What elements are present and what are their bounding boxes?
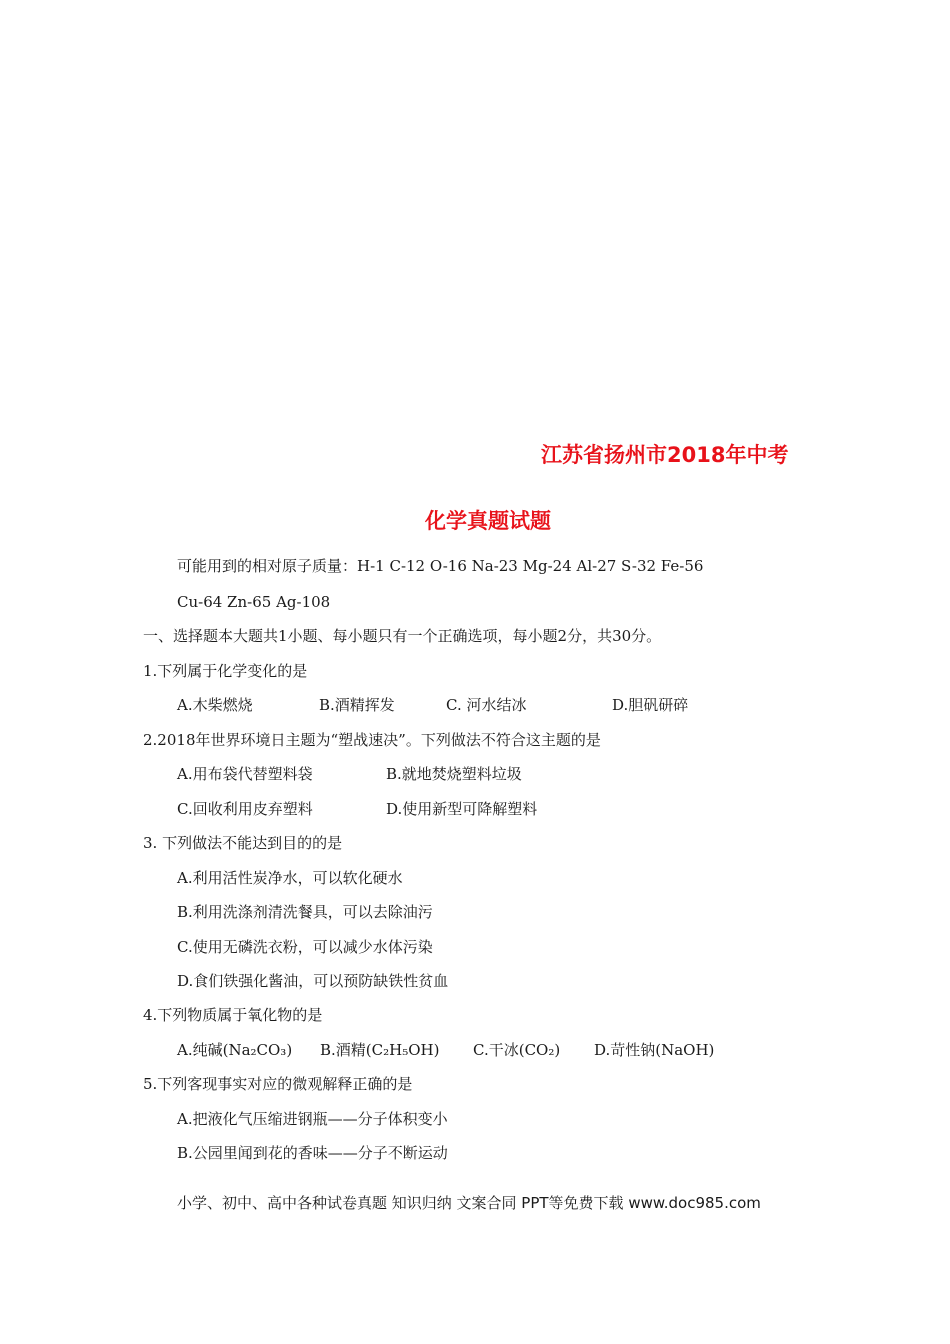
question-4-option-a: A.纯碱(Na₂CO₃) — [177, 1041, 293, 1059]
question-2-option-a: A.用布袋代替塑料袋 — [177, 765, 313, 783]
atomic-masses-line1: 可能用到的相对原子质量：H-1 C-12 O-16 Na-23 Mg-24 Al-27 S-32 Fe-56 — [177, 557, 704, 575]
question-4-stem: 4.下列物质属于氧化物的是 — [143, 1006, 323, 1024]
question-5-option-b: B.公园里闻到花的香味——分子不断运动 — [177, 1144, 448, 1162]
atomic-masses-line2: Cu-64 Zn-65 Ag-108 — [177, 593, 331, 611]
page-title-line1: 江苏省扬州市2018年中考 — [541, 443, 789, 467]
question-1-option-b: B.酒精挥发 — [319, 696, 395, 714]
question-1-stem: 1.下列属于化学变化的是 — [143, 662, 308, 680]
question-4-option-c: C.干冰(CO₂) — [473, 1041, 561, 1059]
question-3-option-d: D.食们铁强化酱油，可以预防缺铁性贫血 — [177, 972, 449, 990]
question-2-option-b: B.就地焚烧塑料垃圾 — [386, 765, 522, 783]
question-4-option-b: B.酒精(C₂H₅OH) — [320, 1041, 440, 1059]
question-2-option-c: C.回收利用皮弃塑料 — [177, 800, 313, 818]
question-2-option-d: D.使用新型可降解塑料 — [386, 800, 538, 818]
section-heading: 一、选择题本大题共1小题、每小题只有一个正确选项，每小题2分，共30分。 — [143, 627, 662, 645]
question-1-option-a: A.木柴燃烧 — [177, 696, 253, 714]
question-3-option-c: C.使用无磷洗衣粉，可以减少水体污染 — [177, 938, 433, 956]
question-3-option-b: B.利用洗涤剂清洗餐具，可以去除油污 — [177, 903, 433, 921]
question-5-stem: 5.下列客现事实对应的微观解释正确的是 — [143, 1075, 413, 1093]
question-1-option-d: D.胆矾研碎 — [612, 696, 689, 714]
question-2-stem: 2.2018年世界环境日主题为“塑战速决”。下列做法不符合这主题的是 — [143, 731, 601, 749]
question-5-option-a: A.把液化气压缩进钢瓶——分子体积变小 — [177, 1110, 448, 1128]
question-4-option-d: D.苛性钠(NaOH) — [594, 1041, 715, 1059]
question-3-option-a: A.利用活性炭净水，可以软化硬水 — [177, 869, 403, 887]
footer-note: 小学、初中、高中各种试卷真题 知识归纳 文案合同 PPT等免费下载 www.doc985.com — [177, 1194, 761, 1212]
page-title-line2: 化学真题试题 — [425, 509, 551, 533]
question-1-option-c: C. 河水结冰 — [446, 696, 527, 714]
question-3-stem: 3. 下列做法不能达到目的的是 — [143, 834, 343, 852]
